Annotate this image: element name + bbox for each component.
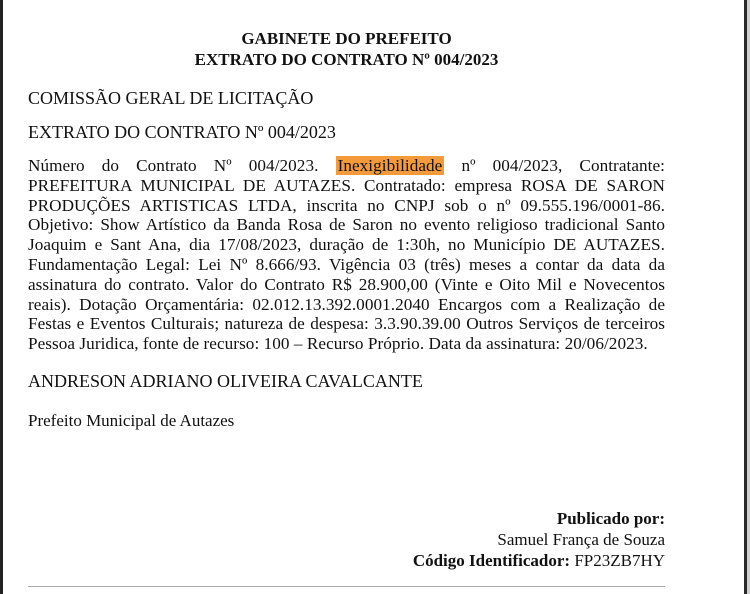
commission-heading: COMISSÃO GERAL DE LICITAÇÃO (28, 88, 314, 108)
document-page (28, 28, 665, 570)
page-left-edge (0, 0, 3, 594)
code-label: Código Identificador: (412, 551, 571, 570)
publication-block (413, 508, 665, 571)
signatory-role: Prefeito Municipal de Autazes (28, 411, 235, 431)
header-office: GABINETE DO PREFEITO (241, 29, 452, 48)
search-highlight: Inexigibilidade (337, 156, 443, 175)
body-text-start: Número do Contrato Nº 004/2023. (28, 156, 336, 175)
document-header (28, 28, 665, 70)
extract-heading: EXTRATO DO CONTRATO Nº 004/2023 (28, 122, 336, 142)
publisher-name: Samuel França de Souza (497, 530, 665, 549)
header-title: EXTRATO DO CONTRATO Nº 004/2023 (194, 50, 499, 69)
contract-body (28, 156, 665, 354)
signatory-name: ANDRESON ADRIANO OLIVEIRA CAVALCANTE (28, 371, 423, 392)
bottom-rule (28, 586, 665, 587)
code-value: FP23ZB7HY (570, 551, 665, 570)
body-text-rest: nº 004/2023, Contratante: PREFEITURA MUNICIPAL DE AUTAZES. Contratado: empresa ROSA DE SARON PRODUÇÕES ARTISTICAS LTDA, inscrita no CNPJ sob o nº 09.555.196/0001-86. Objetivo: Show Artístico da Banda Rosa de Saron no evento religioso tradicional Santo Joaquim e Sant Ana, dia 17/08/2023, duração de 1:30h, no Município DE AUTAZES. Fundamentação Legal: Lei Nº 8.666/93. Vigência 03 (três) meses a contar da data da assinatura do contrato. Valor do Contrato R$ 28.900,00 (Vinte e Oito Mil e Novecentos reais). Dotação Orçamentária: 02.012.13.392.0001.2040 Encargos com a Realização de Festas e Eventos Culturais; natureza de despesa: 3.3.90.39.00 Outros Serviços de terceiros Pessoa Juridica, fonte de recurso: 100 – Recurso Próprio. Data da assinatura: 20/06/2023. (28, 156, 665, 354)
published-by-label: Publicado por: (556, 509, 665, 528)
